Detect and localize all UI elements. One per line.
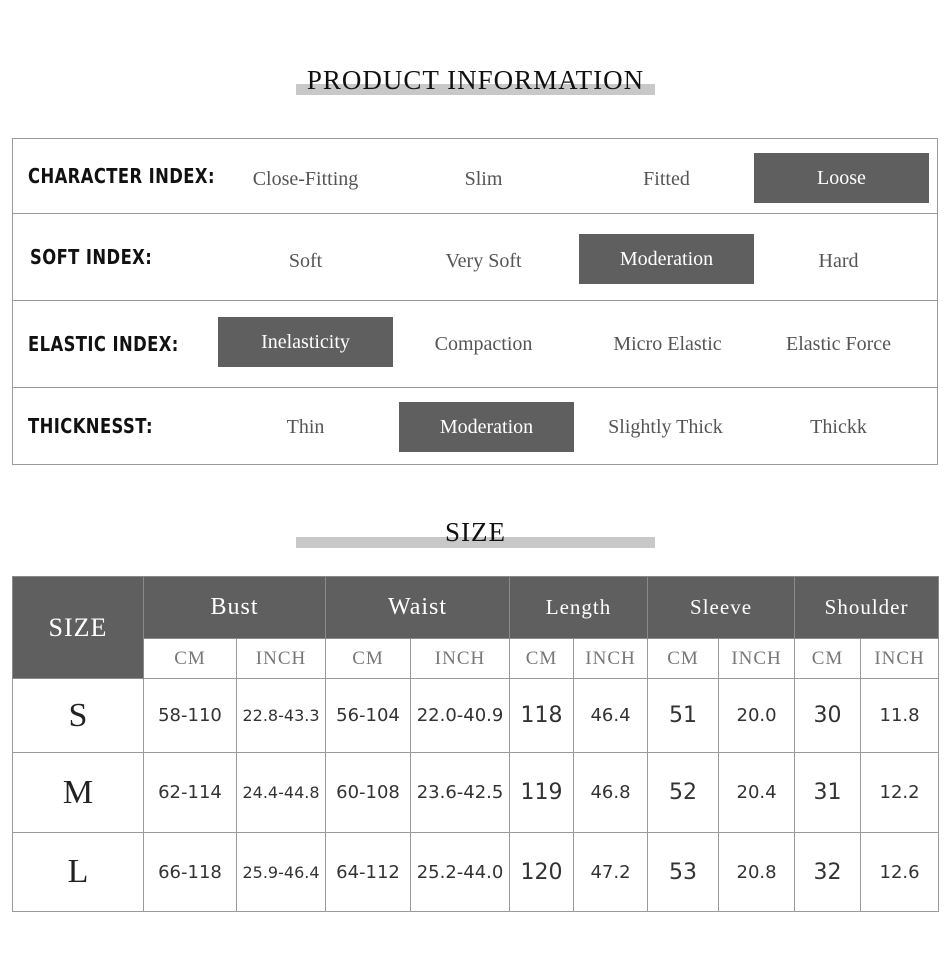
- group-header-bust: Bust: [144, 577, 326, 639]
- option-moderation-selected: Moderation: [579, 234, 754, 284]
- sleeve-cm: 53: [648, 833, 719, 912]
- info-label: CHARACTER INDEX:: [28, 164, 215, 188]
- sleeve-cm: 52: [648, 753, 719, 833]
- size-label: M: [13, 753, 144, 833]
- shoulder-inch: 12.6: [861, 833, 939, 912]
- length-inch: 46.4: [574, 679, 648, 753]
- sleeve-cm: 51: [648, 679, 719, 753]
- option-compaction: Compaction: [434, 332, 533, 355]
- unit-header: INCH: [411, 639, 510, 679]
- option-slim: Slim: [464, 167, 503, 190]
- heading-text: PRODUCT INFORMATION: [306, 65, 645, 95]
- size-label: S: [13, 679, 144, 753]
- length-cm: 118: [510, 679, 574, 753]
- option-elastic-force: Elastic Force: [786, 332, 891, 355]
- shoulder-cm: 31: [795, 753, 861, 833]
- info-label: SOFT INDEX:: [30, 245, 153, 269]
- info-row-thickness: [13, 387, 937, 464]
- option-soft: Soft: [288, 249, 323, 272]
- size-chart-table: [12, 576, 939, 912]
- unit-header: INCH: [237, 639, 326, 679]
- unit-header: INCH: [861, 639, 939, 679]
- shoulder-cm: 30: [795, 679, 861, 753]
- sleeve-inch: 20.4: [719, 753, 795, 833]
- size-heading: [296, 514, 655, 550]
- sleeve-inch: 20.8: [719, 833, 795, 912]
- waist-cm: 56-104: [326, 679, 411, 753]
- waist-inch: 22.0-40.9: [411, 679, 510, 753]
- option-thickk: Thickk: [810, 415, 867, 438]
- length-inch: 46.8: [574, 753, 648, 833]
- option-moderation-selected: Moderation: [399, 402, 574, 452]
- group-header-shoulder: Shoulder: [795, 577, 939, 639]
- option-hard: Hard: [818, 249, 859, 272]
- bust-inch: 25.9-46.4: [237, 833, 326, 912]
- unit-header: CM: [795, 639, 861, 679]
- option-fitted: Fitted: [643, 167, 690, 190]
- bust-cm: 66-118: [144, 833, 237, 912]
- info-label: ELASTIC INDEX:: [28, 332, 179, 356]
- info-row-character-index: [13, 139, 937, 213]
- table-row-size-s: [13, 679, 939, 753]
- option-thin: Thin: [286, 415, 325, 438]
- bust-inch: 22.8-43.3: [237, 679, 326, 753]
- group-header-sleeve: Sleeve: [648, 577, 795, 639]
- unit-header: INCH: [574, 639, 648, 679]
- shoulder-inch: 11.8: [861, 679, 939, 753]
- info-label: THICKNESST:: [28, 414, 153, 438]
- group-header-length: Length: [510, 577, 648, 639]
- waist-cm: 64-112: [326, 833, 411, 912]
- shoulder-inch: 12.2: [861, 753, 939, 833]
- product-info-panel: [12, 138, 938, 465]
- bust-cm: 62-114: [144, 753, 237, 833]
- unit-header: INCH: [719, 639, 795, 679]
- waist-inch: 25.2-44.0: [411, 833, 510, 912]
- length-cm: 120: [510, 833, 574, 912]
- product-information-heading: [296, 62, 655, 98]
- waist-inch: 23.6-42.5: [411, 753, 510, 833]
- length-inch: 47.2: [574, 833, 648, 912]
- info-row-soft-index: [13, 213, 937, 300]
- length-cm: 119: [510, 753, 574, 833]
- table-row-size-l: [13, 833, 939, 912]
- shoulder-cm: 32: [795, 833, 861, 912]
- option-micro-elastic: Micro Elastic: [613, 332, 722, 355]
- sleeve-inch: 20.0: [719, 679, 795, 753]
- size-corner-header: SIZE: [13, 577, 144, 679]
- table-row-size-m: [13, 753, 939, 833]
- heading-text: SIZE: [445, 517, 506, 547]
- option-inelasticity-selected: Inelasticity: [218, 317, 393, 367]
- bust-inch: 24.4-44.8: [237, 753, 326, 833]
- unit-header: CM: [510, 639, 574, 679]
- unit-header: CM: [144, 639, 237, 679]
- option-close-fitting: Close-Fitting: [252, 167, 359, 190]
- bust-cm: 58-110: [144, 679, 237, 753]
- size-label: L: [13, 833, 144, 912]
- option-slightly-thick: Slightly Thick: [608, 415, 723, 438]
- group-header-waist: Waist: [326, 577, 510, 639]
- option-loose-selected: Loose: [754, 153, 929, 203]
- unit-header: CM: [326, 639, 411, 679]
- waist-cm: 60-108: [326, 753, 411, 833]
- info-row-elastic-index: [13, 300, 937, 387]
- option-very-soft: Very Soft: [445, 249, 522, 272]
- unit-header: CM: [648, 639, 719, 679]
